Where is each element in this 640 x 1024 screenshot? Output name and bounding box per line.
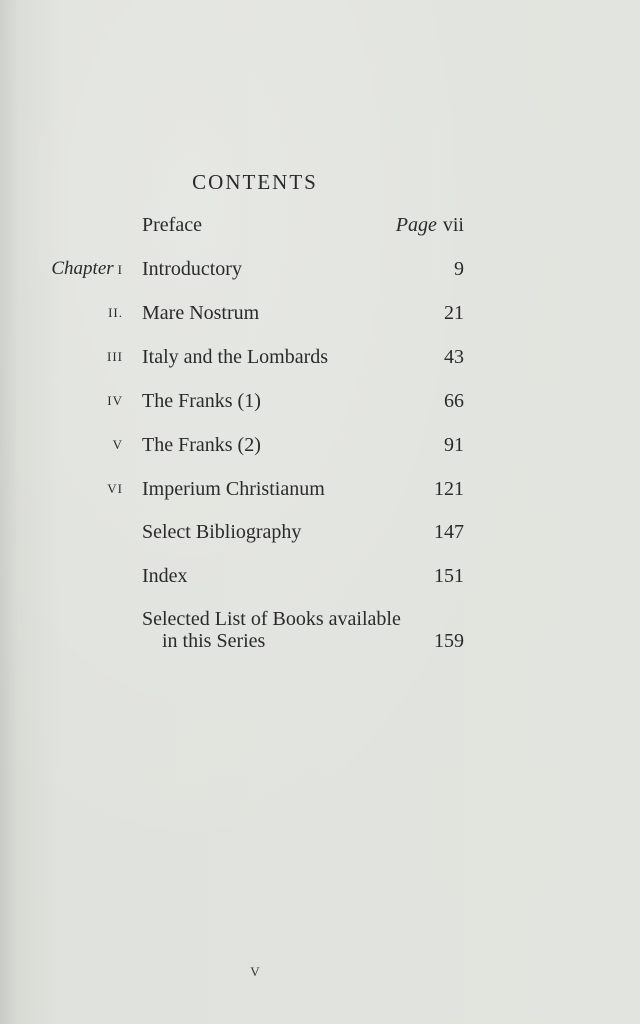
entry-title: Index [142,565,188,587]
chapter-number [51,254,123,285]
page-word: Page [395,214,437,236]
toc-entry-chapter-1 [0,254,640,284]
toc-entry-chapter-6 [0,474,640,504]
page-number: vii [442,214,464,236]
entry-title: Preface [142,214,202,236]
entry-title: Italy and the Lombards [142,346,329,368]
contents-heading: CONTENTS [192,170,318,194]
chapter-numeral: VI [107,481,123,496]
page-number: 151 [434,565,464,587]
entry-title: Imperium Christianum [142,478,325,500]
toc-entry-book-list [0,604,640,658]
toc-entry-bibliography [0,517,640,547]
toc-entry-chapter-4 [0,386,640,416]
entry-title: The Franks (2) [142,434,261,456]
toc-entry-chapter-3 [0,342,640,372]
folio-page-number: v [250,960,260,980]
toc-entry-chapter-5 [0,430,640,460]
entry-title: The Franks (1) [142,390,261,412]
chapter-word: Chapter [51,258,114,279]
chapter-numeral: II. [108,305,123,320]
page-number: 147 [434,521,464,543]
toc-entry-chapter-2 [0,298,640,328]
entry-page [396,210,464,240]
page-number: 159 [434,630,464,652]
chapter-numeral: V [112,437,123,452]
entry-title: Select Bibliography [142,521,302,543]
chapter-numeral: IV [107,393,123,408]
page-number: 9 [454,258,464,280]
entry-title-continued: in this Series [162,630,266,652]
page-number: 43 [444,346,464,368]
entry-title: Mare Nostrum [142,302,260,324]
page-number: 66 [444,390,464,412]
chapter-numeral: I [117,262,123,277]
toc-entry-preface [0,210,640,240]
entry-title: Introductory [142,258,242,280]
toc-entry-index [0,561,640,591]
page-number: 21 [444,302,464,324]
page-number: 91 [444,434,464,456]
entry-title: Selected List of Books available [142,608,401,630]
page-number: 121 [434,478,464,500]
chapter-numeral: III [107,349,123,364]
